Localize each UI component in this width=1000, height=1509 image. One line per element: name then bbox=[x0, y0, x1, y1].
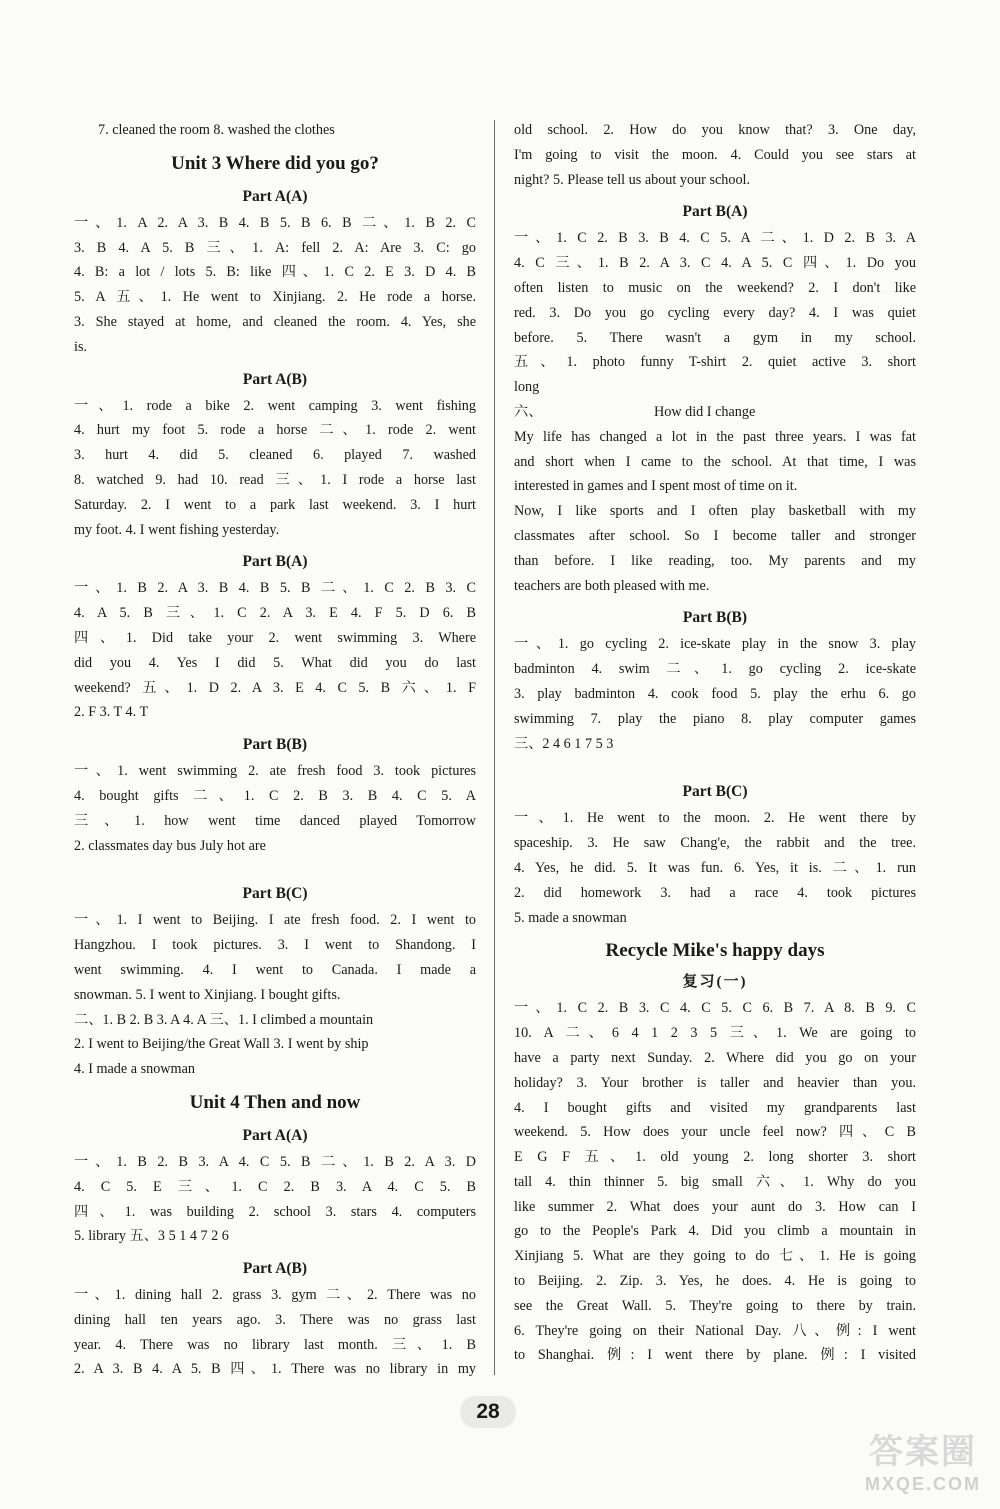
spacer bbox=[74, 858, 476, 874]
answer-line: snowman. 5. I went to Xinjiang. I bought gifts. bbox=[74, 986, 341, 1003]
answer-line: have a party next Sunday. 2. Where did you go on your bbox=[514, 1049, 916, 1066]
answer-line: than before. I like reading, too. My parents and my bbox=[514, 552, 916, 569]
composition-title: How did I change bbox=[654, 403, 756, 420]
answer-line: 一、1. He went to the moon. 2. He went there by bbox=[514, 810, 916, 827]
answer-line: year. 4. There was no library last month. 三、1. B bbox=[74, 1336, 476, 1353]
answer-line: to Beijing. 2. Zip. 3. Yes, he does. 4. He is going to bbox=[514, 1273, 916, 1290]
answer-line: 一、1. C 2. B 3. C 4. C 5. C 6. B 7. A 8. B 9. C bbox=[514, 1000, 916, 1017]
answer-line: spaceship. 3. He saw Chang'e, the rabbit and the tree. bbox=[514, 835, 916, 852]
answer-line: 一、1. B 2. A 3. B 4. B 5. B 二、1. C 2. B 3. C bbox=[74, 580, 476, 597]
answer-line: 2. A 3. B 4. A 5. B 四、1. There was no library in my bbox=[74, 1361, 476, 1378]
answer-line: E G F 五、1. old young 2. long shorter 3. short bbox=[514, 1149, 916, 1166]
unit-title: Unit 4 Then and now bbox=[189, 1091, 361, 1113]
answer-line: 4. B: a lot / lots 5. B: like 四、1. C 2. E 3. D 4. B bbox=[74, 264, 476, 281]
answer-line: weekend? 五、1. D 2. A 3. E 4. C 5. B 六、1. F bbox=[74, 679, 476, 696]
watermark-logo bbox=[858, 1432, 988, 1504]
answer-line: 一、1. went swimming 2. ate fresh food 3. took pictures bbox=[74, 763, 476, 780]
answer-line: holiday? 3. Your brother is taller and heavier than you. bbox=[514, 1074, 916, 1091]
answer-line: 4. I bought gifts and visited my grandparents last bbox=[514, 1099, 916, 1116]
answer-line: interested in games and I spent most of time on it. bbox=[514, 478, 798, 495]
answer-line: swimming 7. play the piano 8. play computer games bbox=[514, 710, 916, 727]
answer-line: Now, I like sports and I often play basketball with my bbox=[514, 503, 916, 520]
answer-line: 2. did homework 3. had a race 4. took pictures bbox=[514, 884, 916, 901]
part-heading: Part B(A) bbox=[242, 553, 308, 571]
part-heading: Part B(C) bbox=[682, 783, 748, 801]
answer-line: 3. She stayed at home, and cleaned the room. 4. Yes, she bbox=[74, 313, 476, 330]
answer-line: I'm going to visit the moon. 4. Could you see stars at bbox=[514, 146, 916, 163]
review-heading: 复习(一) bbox=[682, 974, 748, 991]
answer-line: long bbox=[514, 379, 540, 396]
part-heading: Part B(B) bbox=[242, 736, 308, 754]
answer-line: 三、1. how went time danced played Tomorrow bbox=[74, 812, 476, 829]
answer-line: weekend. 5. How does your uncle feel now? 四、C B bbox=[514, 1124, 916, 1141]
part-heading: Part B(B) bbox=[682, 609, 748, 627]
part-heading: Part A(A) bbox=[242, 187, 308, 205]
answer-line: 一、1. go cycling 2. ice-skate play in the snow 3. play bbox=[514, 636, 916, 653]
page-number: 28 bbox=[460, 1396, 516, 1428]
answer-line: my foot. 4. I went fishing yesterday. bbox=[74, 521, 280, 538]
answer-line: 一、1. B 2. B 3. A 4. C 5. B 二、1. B 2. A 3. D bbox=[74, 1153, 476, 1170]
answer-line: Xinjiang 5. What are they going to do 七、1. He is going bbox=[514, 1248, 916, 1265]
answer-line: 4. bought gifts 二、1. C 2. B 3. B 4. C 5. A bbox=[74, 787, 476, 804]
answer-line: tall 4. thin thinner 5. big small 六、1. Why do you bbox=[514, 1173, 916, 1190]
column-divider bbox=[494, 120, 495, 1375]
answer-line: Hangzhou. I took pictures. 3. I went to Shandong. I bbox=[74, 937, 476, 954]
answer-line: red. 3. Do you go cycling every day? 4. I was quiet bbox=[514, 304, 916, 321]
part-heading: Part A(B) bbox=[242, 370, 308, 388]
answer-line: 4. A 5. B 三、1. C 2. A 3. E 4. F 5. D 6. B bbox=[74, 605, 476, 622]
answer-line: 6. They're going on their National Day. 八、例: I went bbox=[514, 1322, 916, 1339]
answer-line: 4. C 5. E 三、1. C 2. B 3. A 4. C 5. B bbox=[74, 1178, 476, 1195]
unit-title: Unit 3 Where did you go? bbox=[171, 152, 379, 174]
answer-line: and short when I came to the school. At that time, I was bbox=[514, 453, 916, 470]
section-number: 六、 bbox=[514, 403, 543, 420]
answer-line: often listen to music on the weekend? 2. I don't like bbox=[514, 279, 916, 296]
answer-line bbox=[514, 400, 916, 425]
answer-line: badminton 4. swim 二、1. go cycling 2. ice-skate bbox=[514, 661, 916, 678]
answer-line: Saturday. 2. I went to a park last weekend. 3. I hurt bbox=[74, 496, 476, 513]
answer-line: 2. F 3. T 4. T bbox=[74, 704, 149, 721]
watermark-text: 答案圈 bbox=[869, 1433, 977, 1471]
answer-line: My life has changed a lot in the past three years. I was fat bbox=[514, 428, 916, 445]
answer-line: 一、1. C 2. B 3. B 4. C 5. A 二、1. D 2. B 3. A bbox=[514, 230, 916, 247]
answer-line: night? 5. Please tell us about your school. bbox=[514, 171, 751, 188]
left-column bbox=[74, 118, 476, 1382]
answer-line: 四、1. was building 2. school 3. stars 4. computers bbox=[74, 1203, 476, 1220]
answer-line: 五、1. photo funny T-shirt 2. quiet active 3. short bbox=[514, 354, 916, 371]
watermark-url: MXQE.COM bbox=[864, 1474, 981, 1494]
answer-line: to Shanghai. 例: I went there by plane. 例: I visited bbox=[514, 1347, 916, 1364]
answer-line: 四、1. Did take your 2. went swimming 3. Where bbox=[74, 629, 476, 646]
part-heading: Part A(A) bbox=[242, 1126, 308, 1144]
answer-line: 三、2 4 6 1 7 5 3 bbox=[514, 735, 614, 752]
answer-line: 3. hurt 4. did 5. cleaned 6. played 7. washed bbox=[74, 447, 476, 464]
answer-line: 5. library 五、3 5 1 4 7 2 6 bbox=[74, 1228, 229, 1245]
answer-line: 3. B 4. A 5. B 三、1. A: fell 2. A: Are 3. C: go bbox=[74, 239, 476, 256]
unit-title: Recycle Mike's happy days bbox=[605, 940, 825, 962]
answer-line: teachers are both pleased with me. bbox=[514, 577, 710, 594]
answer-line: went swimming. 4. I went to Canada. I made a bbox=[74, 961, 476, 978]
part-heading: Part B(A) bbox=[682, 203, 748, 221]
answer-line: see the Great Wall. 5. They're going to there by train. bbox=[514, 1297, 916, 1314]
answer-line: 4. I made a snowman bbox=[74, 1061, 195, 1078]
answer-line: 2. classmates day bus July hot are bbox=[74, 837, 266, 854]
answer-line: 一、1. rode a bike 2. went camping 3. went fishing bbox=[74, 397, 476, 414]
answer-line: old school. 2. How do you know that? 3. One day, bbox=[514, 122, 916, 138]
answer-line: 一、1. I went to Beijing. I ate fresh food. 2. I went to bbox=[74, 912, 476, 929]
answer-line: dining hall ten years ago. 3. There was no grass last bbox=[74, 1311, 476, 1328]
part-heading: Part A(B) bbox=[242, 1260, 308, 1278]
answer-line: 5. A 五、1. He went to Xinjiang. 2. He rode a horse. bbox=[74, 289, 476, 306]
answer-line: 4. C 三、1. B 2. A 3. C 4. A 5. C 四、1. Do you bbox=[514, 255, 916, 272]
answer-line: 3. play badminton 4. cook food 5. play the erhu 6. go bbox=[514, 685, 916, 702]
answer-line: is. bbox=[74, 338, 88, 355]
answer-line: before. 5. There wasn't a gym in my school. bbox=[514, 329, 916, 346]
answer-line: classmates after school. So I become taller and stronger bbox=[514, 527, 916, 544]
part-heading: Part B(C) bbox=[242, 885, 308, 903]
answer-line: like summer 2. What does your aunt do 3. How can I bbox=[514, 1198, 916, 1215]
answer-line: 8. watched 9. had 10. read 三、1. I rode a horse last bbox=[74, 471, 476, 488]
answer-line: 一、1. A 2. A 3. B 4. B 5. B 6. B 二、1. B 2. C bbox=[74, 214, 476, 231]
answer-line: 2. I went to Beijing/the Great Wall 3. I went by ship bbox=[74, 1036, 369, 1053]
answer-line: 4. Yes, he did. 5. It was fun. 6. Yes, it is. 二、1. run bbox=[514, 859, 916, 876]
right-column bbox=[514, 118, 916, 1368]
answer-line: 4. hurt my foot 5. rode a horse 二、1. rode 2. went bbox=[74, 422, 476, 439]
answer-line: 一、1. dining hall 2. grass 3. gym 二、2. There was no bbox=[74, 1287, 476, 1304]
answer-line: 5. made a snowman bbox=[514, 909, 627, 926]
answer-line: go to the People's Park 4. Did you climb a mountain in bbox=[514, 1223, 916, 1240]
answer-line: 10. A 二、6 4 1 2 3 5 三、1. We are going to bbox=[514, 1025, 916, 1042]
answer-line: 二、1. B 2. B 3. A 4. A 三、1. I climbed a mountain bbox=[74, 1011, 374, 1028]
answer-line: did you 4. Yes I did 5. What did you do last bbox=[74, 654, 476, 671]
answer-line: 7. cleaned the room 8. washed the clothes bbox=[98, 122, 335, 138]
spacer bbox=[514, 756, 916, 772]
